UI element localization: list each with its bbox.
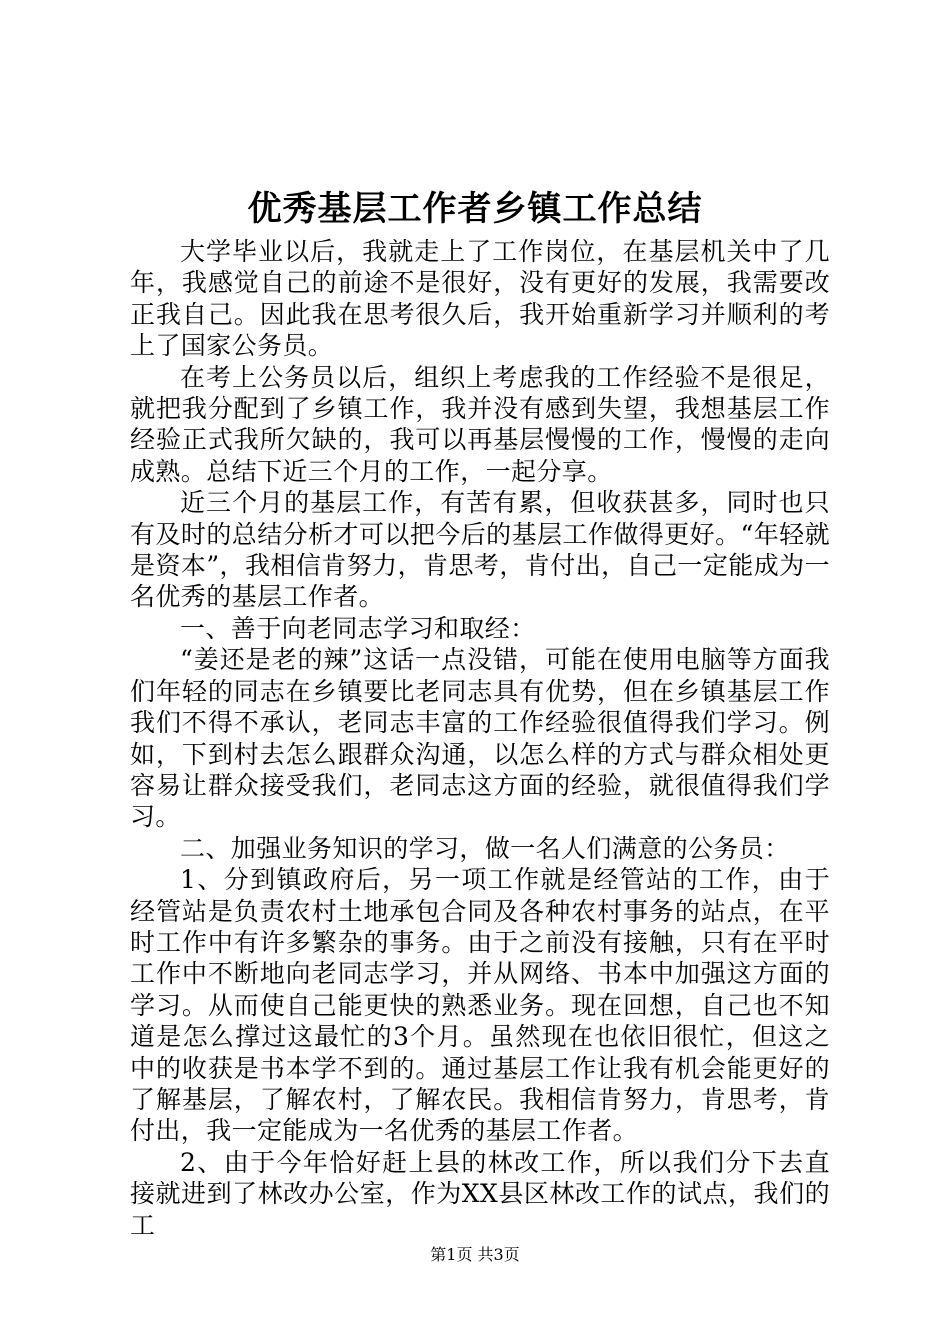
paragraph-3: 近三个月的基层工作，有苦有累，但收获甚多，同时也只有及时的总结分析才可以把今后的基层工作做得更好。“年轻就是资本”，我相信肯努力，肯思考，肯付出，自己一定能成为一名优秀的基层工作者。 [130,488,830,612]
paragraph-6: 2、由于今年恰好赶上县的林改工作，所以我们分下去直接就进到了林改办公室，作为XX县区林改工作的试点，我们的工 [130,1147,830,1240]
paragraph-2: 在考上公务员以后，组织上考虑我的工作经验不是很足，就把我分配到了乡镇工作，我并没有感到失望，我想基层工作经验正式我所欠缺的，我可以再基层慢慢的工作，慢慢的走向成熟。总结下近三个月的工作，一起分享。 [130,362,830,486]
section-heading-1: 一、善于向老同志学习和取经： [180,613,536,643]
document-body [130,236,830,1241]
paragraph-5: 1、分到镇政府后，另一项工作就是经管站的工作，由于经管站是负责农村土地承包合同及各种农村事务的站点，在平时工作中有许多繁杂的事务。由于之前没有接触，只有在平时工作中不断地向老同志学习，并从网络、书本中加强这方面的学习。从而使自己能更快的熟悉业务。现在回想，自己也不知道是怎么撑过这最忙的3个月。虽然现在也依旧很忙，但这之中的收获是书本学不到的。通过基层工作让我有机会能更好的了解基层，了解农村，了解农民。我相信肯努力，肯思考，肯付出，我一定能成为一名优秀的基层工作者。 [130,865,830,1146]
section-heading-2: 二、加强业务知识的学习，做一名人们满意的公务员： [180,833,790,863]
page-indicator: 第1页 共3页 [430,1245,520,1264]
paragraph-1: 大学毕业以后，我就走上了工作岗位，在基层机关中了几年，我感觉自己的前途不是很好，没有更好的发展，我需要改正我自己。因此我在思考很久后，我开始重新学习并顺利的考上了国家公务员。 [130,237,830,361]
document-title: 优秀基层工作者乡镇工作总结 [247,189,703,229]
paragraph-4: “姜还是老的辣”这话一点没错，可能在使用电脑等方面我们年轻的同志在乡镇要比老同志具有优势，但在乡镇基层工作我们不得不承认，老同志丰富的工作经验很值得我们学习。例如，下到村去怎么跟群众沟通，以怎么样的方式与群众相处更容易让群众接受我们，老同志这方面的经验，就很值得我们学习。 [130,645,830,832]
